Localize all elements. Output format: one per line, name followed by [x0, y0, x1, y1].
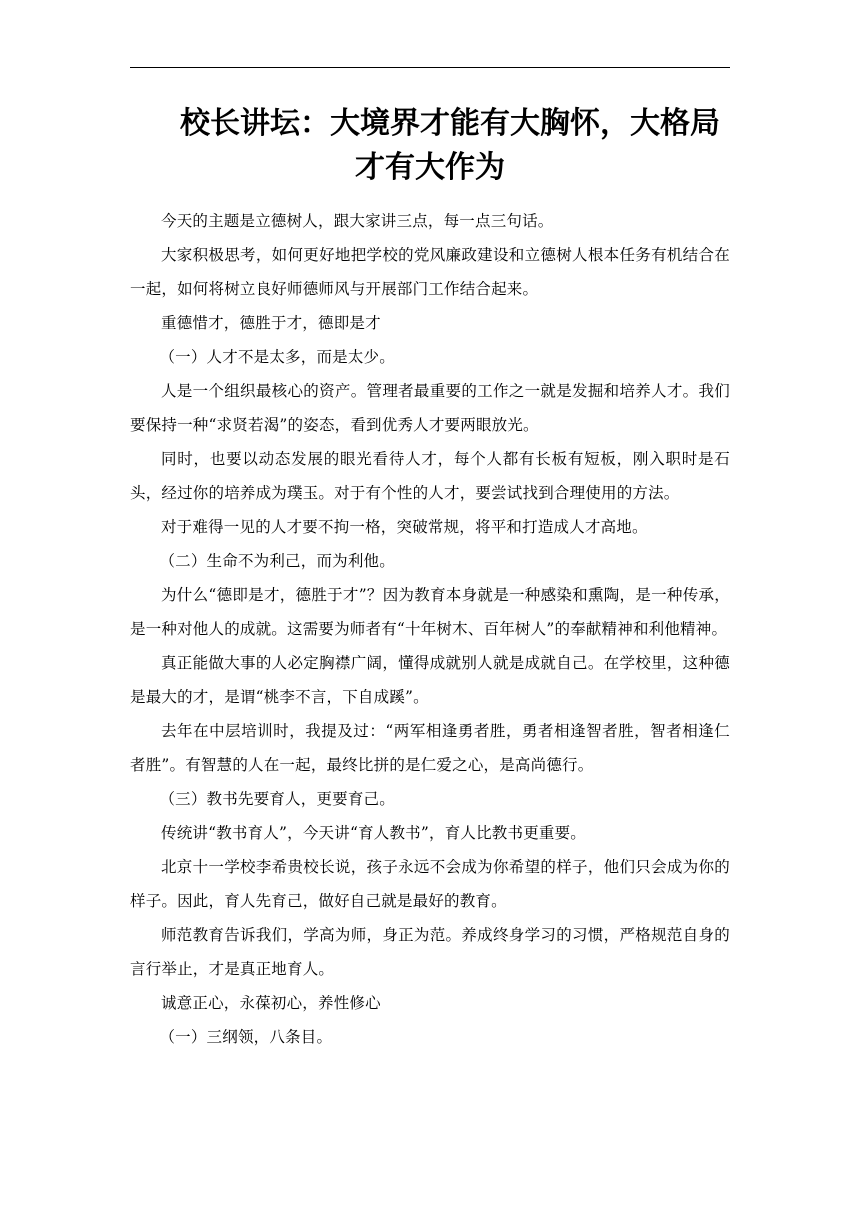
section-heading: 重德惜才，德胜于才，德即是才 [161, 314, 381, 332]
subsection-heading: （一）人才不是太多，而是太少。 [159, 348, 395, 366]
paragraph: 北京十一学校李希贵校长说，孩子永远不会成为你希望的样子，他们只会成为你的样子。因此，育人先育己，做好自己就是最好的教育。 [130, 858, 730, 910]
paragraph: 传统讲“教书育人”，今天讲“育人教书”，育人比教书更重要。 [161, 824, 586, 842]
document-title [130, 102, 730, 190]
paragraph: 大家积极思考，如何更好地把学校的党风廉政建设和立德树人根本任务有机结合在一起，如何将树立良好师德师风与开展部门工作结合起来。 [130, 246, 730, 298]
document-body [130, 204, 730, 1054]
subsection-heading: （二）生命不为利己，而为利他。 [159, 552, 395, 570]
title-line-2: 才有大作为 [355, 150, 505, 185]
paragraph: 人是一个组织最核心的资产。管理者最重要的工作之一就是发掘和培养人才。我们要保持一种“求贤若渴”的姿态，看到优秀人才要两眼放光。 [130, 382, 730, 434]
paragraph: 同时，也要以动态发展的眼光看待人才，每个人都有长板有短板，刚入职时是石头，经过你的培养成为璞玉。对于有个性的人才，要尝试找到合理使用的方法。 [130, 450, 730, 502]
header-rule [130, 67, 730, 68]
section-heading: 诚意正心，永葆初心，养性修心 [161, 994, 381, 1012]
paragraph: 师范教育告诉我们，学高为师，身正为范。养成终身学习的习惯，严格规范自身的言行举止，才是真正地育人。 [130, 926, 730, 978]
subsection-heading: （一）三纲领，八条目。 [159, 1028, 333, 1046]
paragraph: 为什么“德即是才，德胜于才”？因为教育本身就是一种感染和熏陶，是一种传承，是一种对他人的成就。这需要为师者有“十年树木、百年树人”的奉献精神和利他精神。 [130, 586, 730, 638]
subsection-heading: （三）教书先要育人，更要育己。 [159, 790, 395, 808]
title-line-1: 校长讲坛：大境界才能有大胸怀，大格局 [180, 106, 720, 141]
paragraph: 对于难得一见的人才要不拘一格，突破常规，将平和打造成人才高地。 [161, 518, 648, 536]
paragraph: 真正能做大事的人必定胸襟广阔，懂得成就别人就是成就自己。在学校里，这种德是最大的才，是谓“桃李不言，下自成蹊”。 [130, 654, 730, 706]
paragraph-intro: 今天的主题是立德树人，跟大家讲三点，每一点三句话。 [161, 212, 554, 230]
paragraph: 去年在中层培训时，我提及过：“两军相逢勇者胜，勇者相逢智者胜，智者相逢仁者胜”。有智慧的人在一起，最终比拼的是仁爱之心，是高尚德行。 [130, 722, 730, 774]
